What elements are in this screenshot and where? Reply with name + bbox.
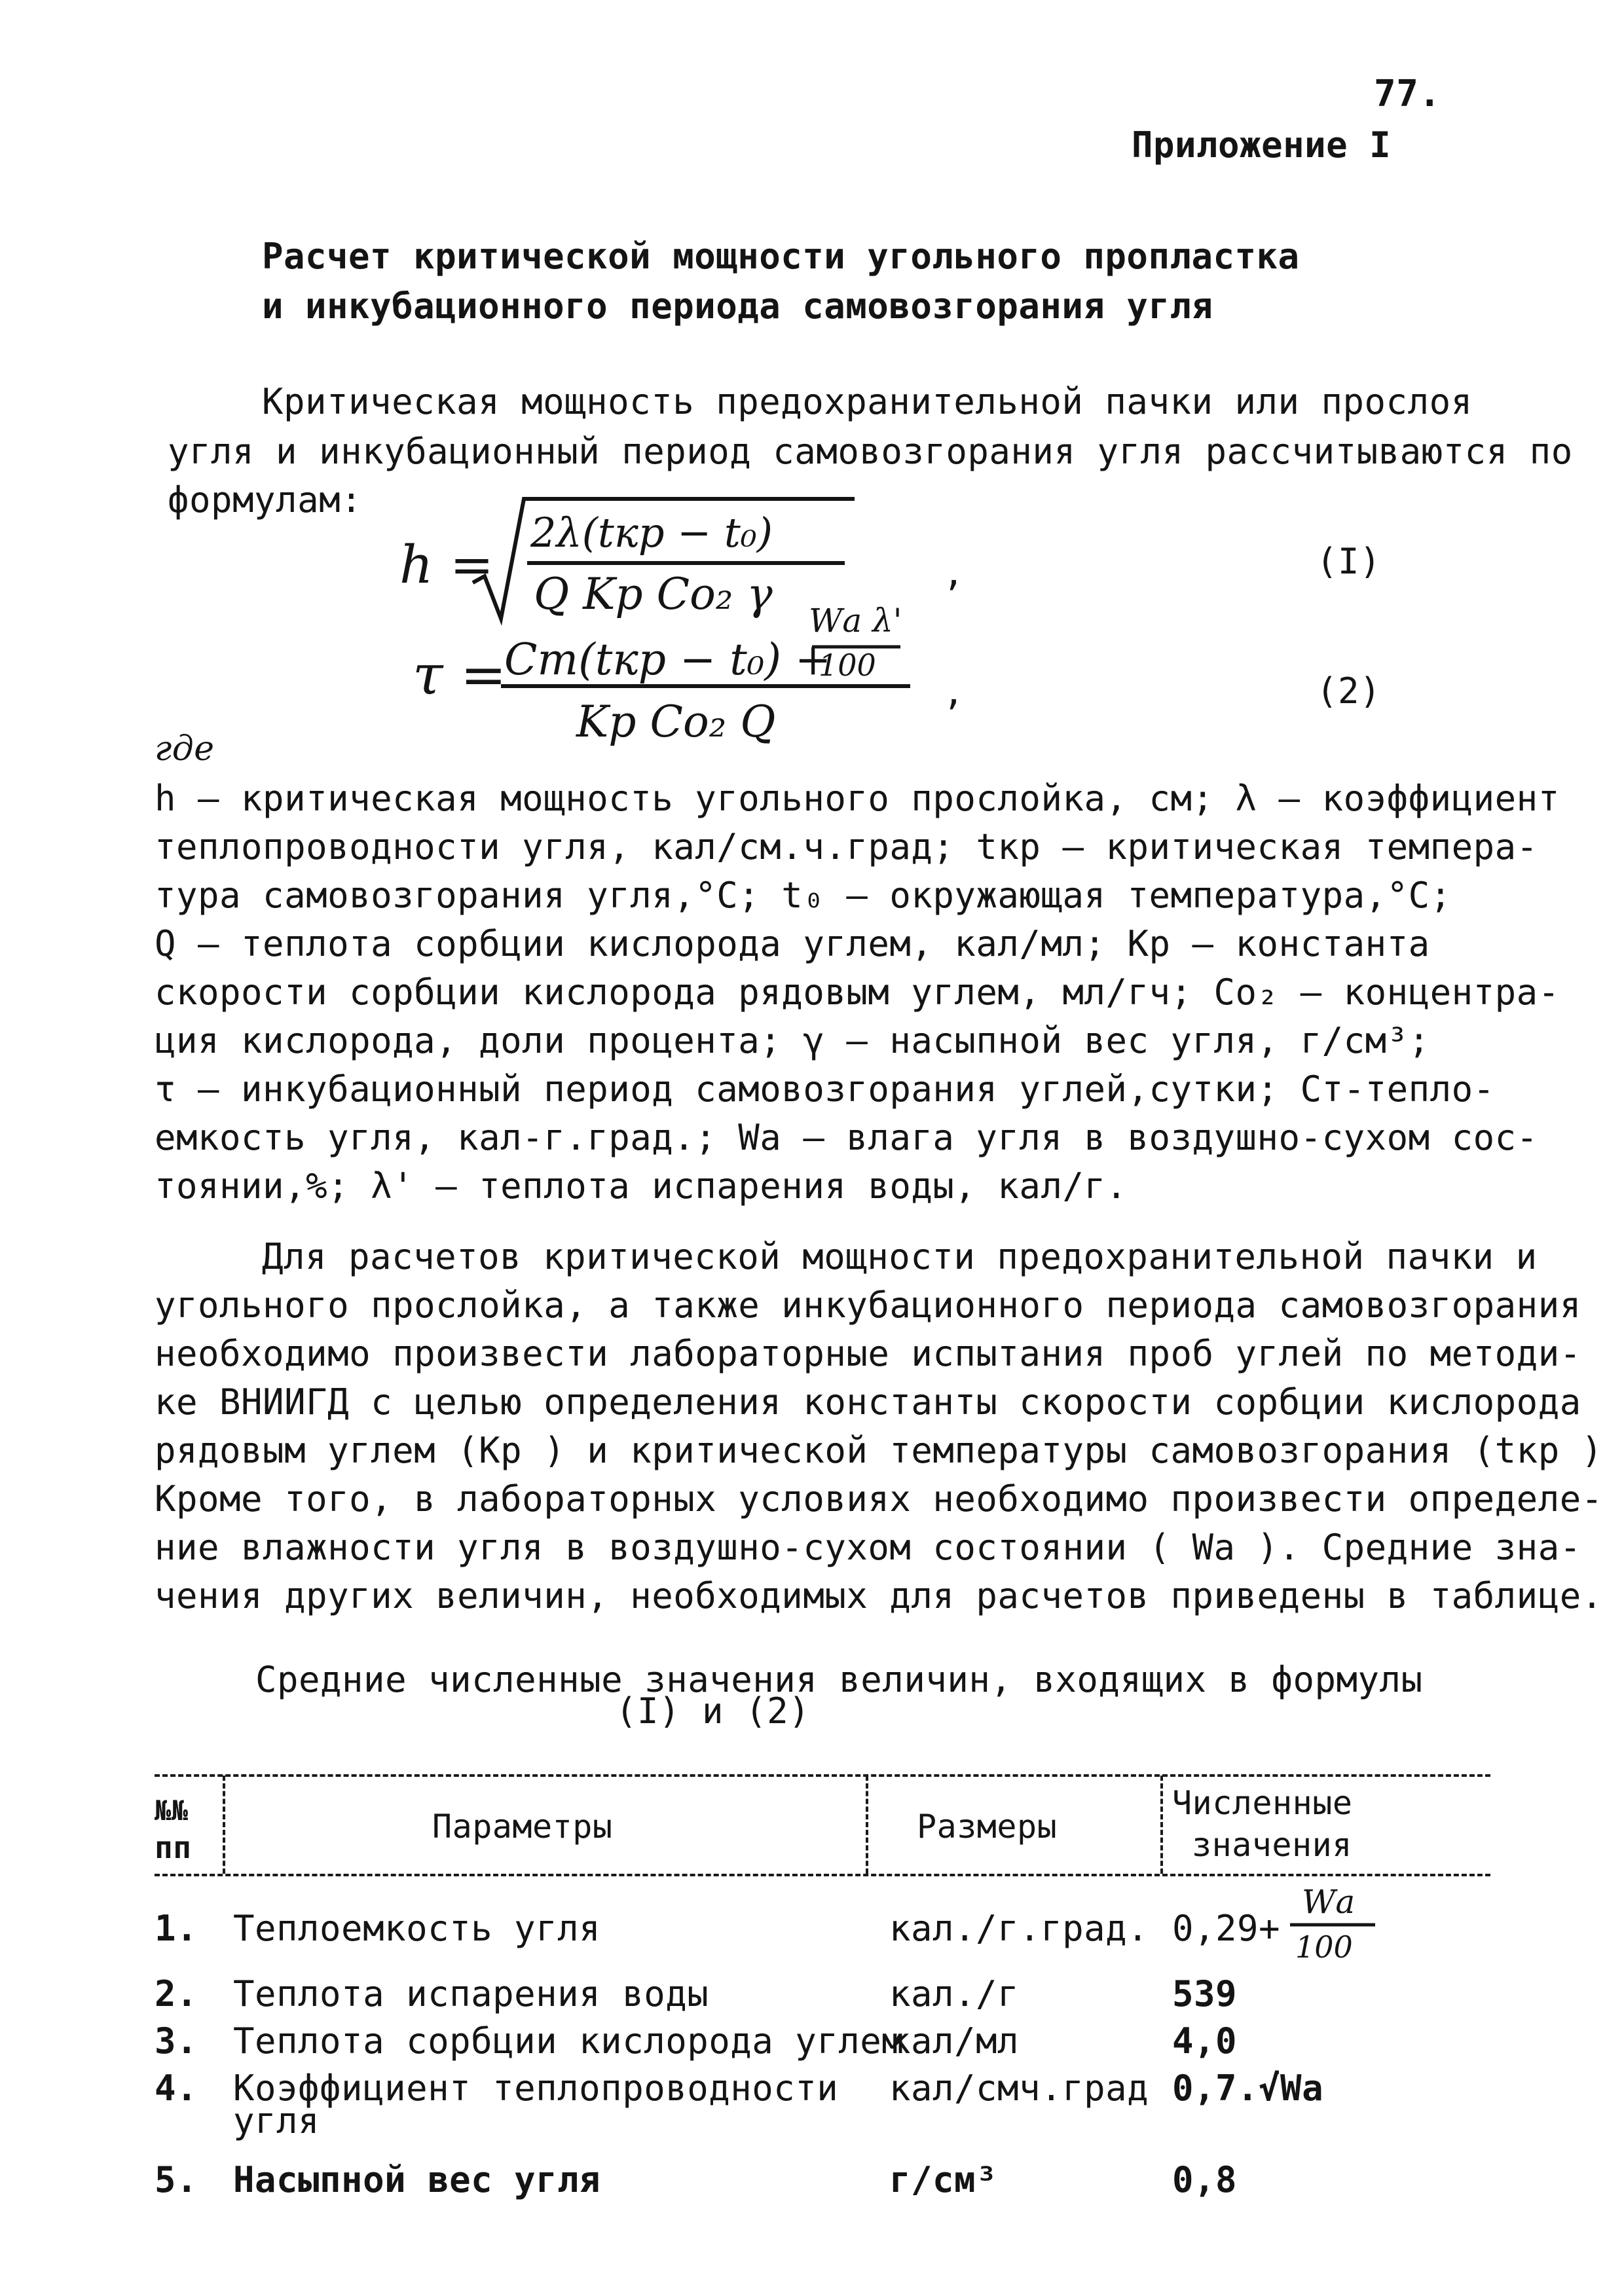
table-cell-num: 4. xyxy=(155,2068,198,2109)
table-cell-param: Насыпной вес угля xyxy=(233,2159,601,2200)
table-cell-num: 1. xyxy=(155,1908,198,1949)
table-header-rule xyxy=(155,1874,1490,1876)
table-cell-unit: кал/смч.град xyxy=(889,2068,1149,2109)
where-line: емкость угля, кал-г.град.; Wа – влага угля в воздушно-сухом сос- xyxy=(155,1117,1538,1158)
table-cell-value: 539 xyxy=(1172,1973,1238,2014)
paragraph-line: Для расчетов критической мощности предохранительной пачки и xyxy=(262,1236,1538,1277)
table-col-divider xyxy=(866,1776,868,1874)
table-header-units: Размеры xyxy=(917,1808,1058,1846)
formula-2-frac-bottom: 100 xyxy=(819,647,876,683)
table-cell-value: 0,29+ xyxy=(1172,1908,1281,1949)
table-cell-unit: г/см³ xyxy=(889,2159,998,2200)
table-header-num-bottom: пп xyxy=(155,1830,192,1865)
intro-line-1: Критическая мощность предохранительной пачки или прослоя xyxy=(262,381,1473,422)
paragraph-line: необходимо произвести лабораторные испытания проб углей по методи- xyxy=(155,1333,1581,1374)
paragraph-line: угольного прослойка, а также инкубационного периода самовозгорания xyxy=(155,1285,1581,1326)
where-line: Q – теплота сорбции кислорода углем, кал/мл; Kр – константа xyxy=(155,923,1430,964)
table-cell-unit: кал/мл xyxy=(889,2020,1020,2062)
table-cell-unit: кал./г xyxy=(889,1973,1020,2014)
table-cell-unit: кал./г.град. xyxy=(889,1908,1149,1949)
formula-2-numerator: Cт(tкр − t₀) + xyxy=(504,634,832,685)
table-cell-value: 4,0 xyxy=(1172,2020,1238,2062)
table-cell-value-fraction xyxy=(1283,1879,1382,1977)
where-line: тоянии,%; λ' – теплота испарения воды, кал/г. xyxy=(155,1165,1128,1207)
table-col-divider xyxy=(1160,1776,1163,1874)
appendix-label: Приложение I xyxy=(1132,124,1392,166)
table-cell-num: 5. xyxy=(155,2159,198,2200)
table-cell-param: Теплота испарения воды xyxy=(233,1973,709,2014)
table-header-num-top: №№ xyxy=(155,1795,189,1827)
formula-1-lhs: h = xyxy=(399,534,494,595)
where-line: ция кислорода, доли процента; γ – насыпной вес угля, г/см³; xyxy=(155,1020,1430,1061)
intro-line-2: угля и инкубационный период самовозгорания угля рассчитываются по xyxy=(168,431,1573,472)
formula-2-denominator: Kр Co₂ Q xyxy=(576,697,776,747)
table-cell-param-continued: угля xyxy=(233,2100,320,2141)
table-cell-value: 0,7.√Wа xyxy=(1172,2068,1324,2109)
formula-2-lhs: τ = xyxy=(413,643,507,707)
formula-2-comma: , xyxy=(943,672,965,713)
paragraph-line: Кроме того, в лабораторных условиях необходимо произвести определе- xyxy=(155,1478,1603,1520)
paragraph-line: рядовым углем (Kр ) и критической температуры самовозгорания (tкр ) xyxy=(155,1430,1603,1471)
table-caption-line-2: (I) и (2) xyxy=(616,1690,811,1732)
fraction-top: Wа xyxy=(1302,1883,1356,1921)
table-cell-num: 3. xyxy=(155,2020,198,2062)
page-number: 77. xyxy=(1374,73,1441,115)
table-header-values-top: Численные xyxy=(1172,1784,1353,1822)
where-line: тура самовозгорания угля,°C; t₀ – окружающая температура,°C; xyxy=(155,875,1452,916)
table-top-rule xyxy=(155,1774,1490,1777)
formula-2-number: (2) xyxy=(1316,670,1382,712)
formula-1-numerator: 2λ(tкр − t₀) xyxy=(530,509,773,556)
title-line-1: Расчет критической мощности угольного пропластка xyxy=(262,236,1300,277)
table-cell-param: Теплота сорбции кислорода углем xyxy=(233,2020,904,2062)
where-line: τ – инкубационный период самовозгорания углей,сутки; Cт-тепло- xyxy=(155,1068,1495,1110)
table-cell-param: Теплоемкость угля xyxy=(233,1908,601,1949)
paragraph-line: ке ВНИИГД с целью определения константы скорости сорбции кислорода xyxy=(155,1381,1581,1423)
title-line-2: и инкубационного периода самовозгорания угля xyxy=(262,285,1213,327)
where-line: теплопроводности угля, кал/см.ч.град; tкр – критическая темпера- xyxy=(155,826,1538,867)
table-cell-param: Коэффициент теплопроводности xyxy=(233,2068,839,2109)
table-header-params: Параметры xyxy=(432,1808,613,1846)
fraction-bottom: 100 xyxy=(1295,1929,1353,1965)
formula-1-denominator: Q Kр Co₂ γ xyxy=(534,569,773,619)
intro-line-3: формулам: xyxy=(168,479,363,520)
formula-1-number: (I) xyxy=(1316,541,1382,582)
where-label: где xyxy=(155,729,215,769)
formula-2-frac-top: Wа λ' xyxy=(809,602,902,640)
formula-2 xyxy=(393,589,982,759)
formula-1-comma: , xyxy=(943,553,965,594)
table-col-divider xyxy=(223,1776,225,1874)
table-cell-num: 2. xyxy=(155,1973,198,2014)
where-line: h – критическая мощность угольного прослойка, см; λ – коэффициент xyxy=(155,778,1560,819)
table-cell-value: 0,8 xyxy=(1172,2159,1238,2200)
paragraph-line: ние влажности угля в воздушно-сухом состоянии ( Wа ). Средние зна- xyxy=(155,1527,1581,1568)
table-caption-line-1: Средние численные значения величин, входящих в формулы xyxy=(255,1659,1423,1700)
table-header-values-bottom: значения xyxy=(1192,1826,1352,1864)
paragraph-line: чения других величин, необходимых для расчетов приведены в таблице. xyxy=(155,1575,1603,1616)
where-line: скорости сорбции кислорода рядовым углем, мл/гч; Co₂ – концентра- xyxy=(155,972,1560,1013)
